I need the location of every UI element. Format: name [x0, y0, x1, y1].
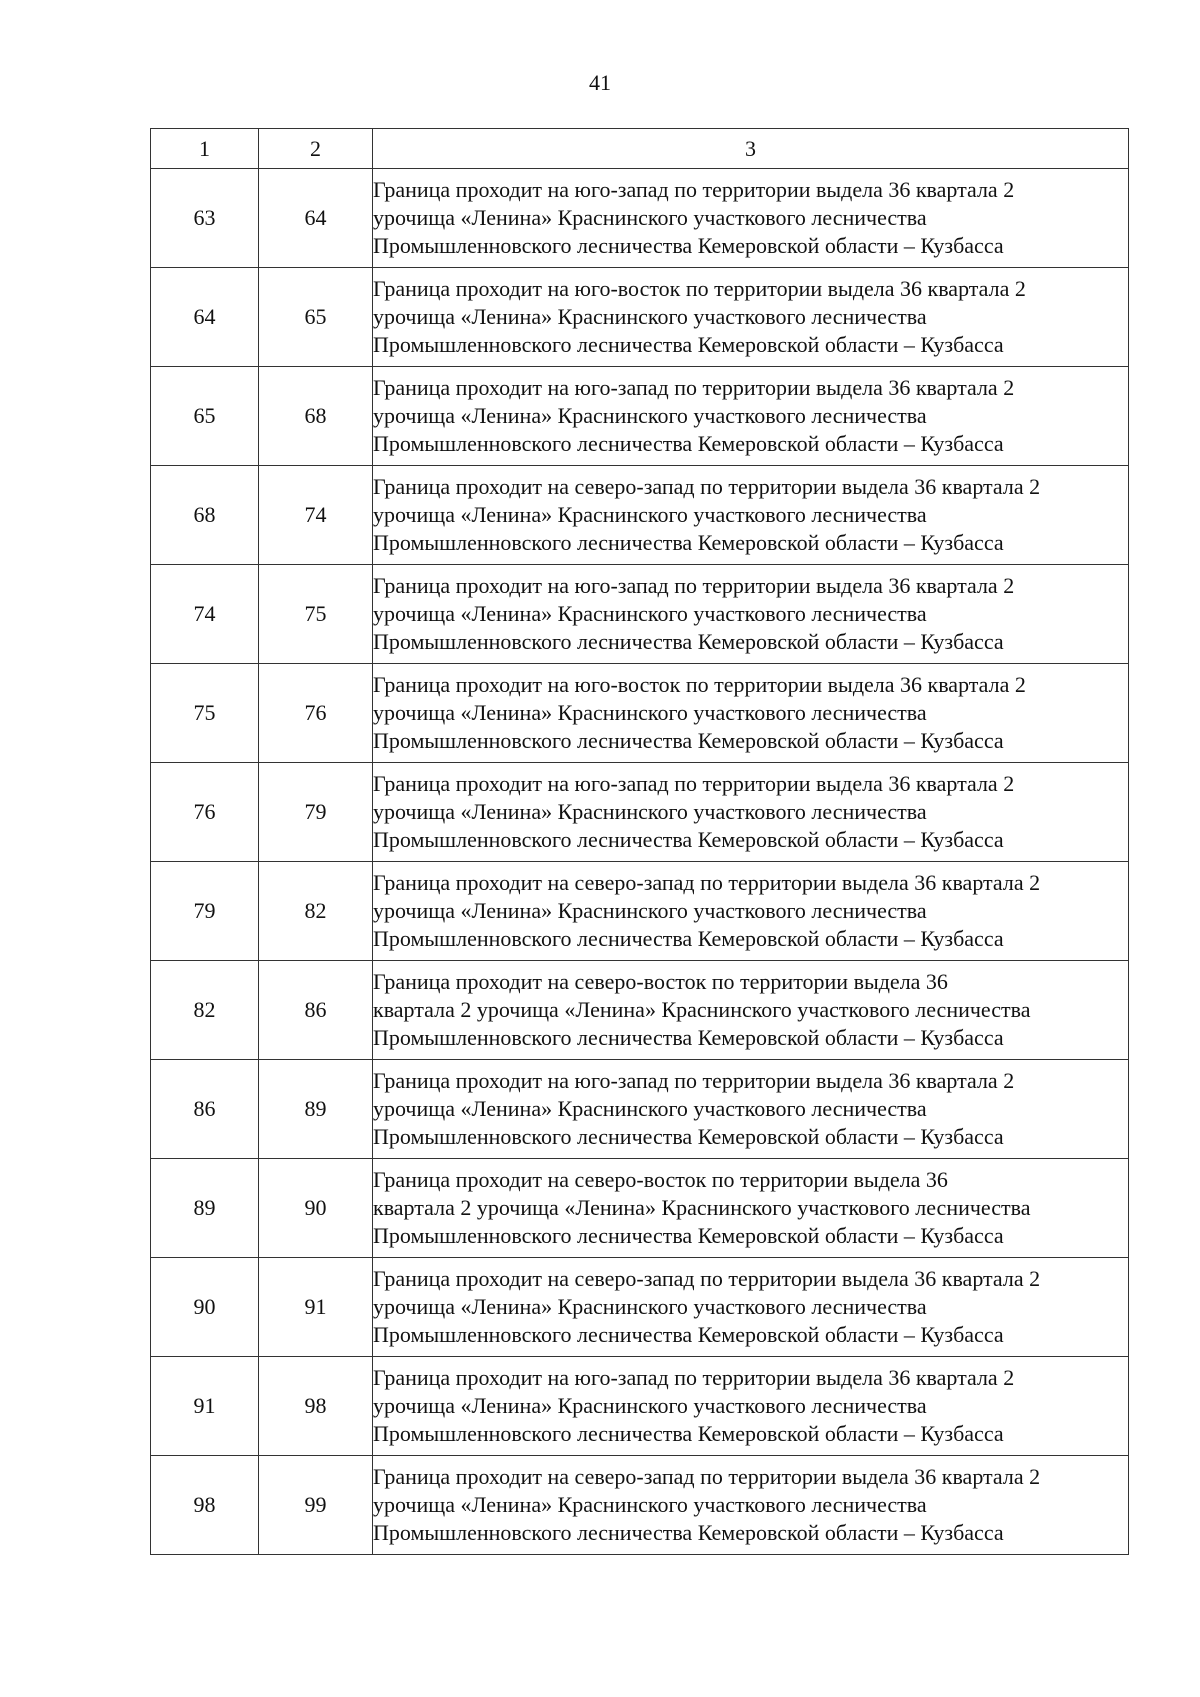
- from-point-cell: 79: [151, 862, 259, 961]
- table-row: [151, 466, 1129, 565]
- to-point-cell: 76: [259, 664, 373, 763]
- table-row: [151, 1060, 1129, 1159]
- to-point-cell: 91: [259, 1258, 373, 1357]
- boundary-description-cell: Граница проходит на северо-запад по территории выдела 36 квартала 2 урочища «Ленина» Краснинского участкового лесничества Промышленновского лесничества Кемеровской области – Кузбасса: [373, 466, 1129, 565]
- table-row: [151, 1357, 1129, 1456]
- table-row: [151, 763, 1129, 862]
- from-point-cell: 76: [151, 763, 259, 862]
- table-row: [151, 367, 1129, 466]
- from-point-cell: 63: [151, 169, 259, 268]
- page-number: 41: [589, 70, 611, 95]
- table-row: [151, 862, 1129, 961]
- to-point-cell: 75: [259, 565, 373, 664]
- to-point-cell: 86: [259, 961, 373, 1060]
- table-header-row: [151, 129, 1129, 169]
- to-point-cell: 74: [259, 466, 373, 565]
- boundary-description-cell: Граница проходит на северо-запад по территории выдела 36 квартала 2 урочища «Ленина» Краснинского участкового лесничества Промышленновского лесничества Кемеровской области – Кузбасса: [373, 862, 1129, 961]
- from-point-cell: 90: [151, 1258, 259, 1357]
- to-point-cell: 68: [259, 367, 373, 466]
- table-row: [151, 268, 1129, 367]
- boundary-description-cell: Граница проходит на юго-запад по территории выдела 36 квартала 2 урочища «Ленина» Краснинского участкового лесничества Промышленновского лесничества Кемеровской области – Кузбасса: [373, 1060, 1129, 1159]
- from-point-cell: 64: [151, 268, 259, 367]
- from-point-cell: 65: [151, 367, 259, 466]
- table-row: [151, 1258, 1129, 1357]
- from-point-cell: 82: [151, 961, 259, 1060]
- table-row: [151, 565, 1129, 664]
- table-row: [151, 1159, 1129, 1258]
- table-row: [151, 664, 1129, 763]
- from-point-cell: 68: [151, 466, 259, 565]
- table-row: [151, 961, 1129, 1060]
- table-row: [151, 1456, 1129, 1555]
- boundary-description-cell: Граница проходит на северо-запад по территории выдела 36 квартала 2 урочища «Ленина» Краснинского участкового лесничества Промышленновского лесничества Кемеровской области – Кузбасса: [373, 1258, 1129, 1357]
- boundary-description-cell: Граница проходит на северо-восток по территории выдела 36 квартала 2 урочища «Ленина» Краснинского участкового лесничества Промышленновского лесничества Кемеровской области – Кузбасса: [373, 961, 1129, 1060]
- boundary-description-cell: Граница проходит на юго-запад по территории выдела 36 квартала 2 урочища «Ленина» Краснинского участкового лесничества Промышленновского лесничества Кемеровской области – Кузбасса: [373, 565, 1129, 664]
- boundary-table: [150, 128, 1129, 1555]
- to-point-cell: 90: [259, 1159, 373, 1258]
- to-point-cell: 64: [259, 169, 373, 268]
- from-point-cell: 98: [151, 1456, 259, 1555]
- to-point-cell: 98: [259, 1357, 373, 1456]
- column-header-2: 2: [259, 129, 373, 169]
- boundary-description-cell: Граница проходит на юго-восток по территории выдела 36 квартала 2 урочища «Ленина» Краснинского участкового лесничества Промышленновского лесничества Кемеровской области – Кузбасса: [373, 268, 1129, 367]
- to-point-cell: 82: [259, 862, 373, 961]
- column-header-1: 1: [151, 129, 259, 169]
- boundary-description-cell: Граница проходит на северо-запад по территории выдела 36 квартала 2 урочища «Ленина» Краснинского участкового лесничества Промышленновского лесничества Кемеровской области – Кузбасса: [373, 1456, 1129, 1555]
- column-header-3: 3: [373, 129, 1129, 169]
- from-point-cell: 91: [151, 1357, 259, 1456]
- from-point-cell: 89: [151, 1159, 259, 1258]
- from-point-cell: 75: [151, 664, 259, 763]
- boundary-description-cell: Граница проходит на юго-запад по территории выдела 36 квартала 2 урочища «Ленина» Краснинского участкового лесничества Промышленновского лесничества Кемеровской области – Кузбасса: [373, 763, 1129, 862]
- from-point-cell: 74: [151, 565, 259, 664]
- boundary-description-cell: Граница проходит на юго-восток по территории выдела 36 квартала 2 урочища «Ленина» Краснинского участкового лесничества Промышленновского лесничества Кемеровской области – Кузбасса: [373, 664, 1129, 763]
- boundary-description-cell: Граница проходит на северо-восток по территории выдела 36 квартала 2 урочища «Ленина» Краснинского участкового лесничества Промышленновского лесничества Кемеровской области – Кузбасса: [373, 1159, 1129, 1258]
- to-point-cell: 65: [259, 268, 373, 367]
- boundary-description-cell: Граница проходит на юго-запад по территории выдела 36 квартала 2 урочища «Ленина» Краснинского участкового лесничества Промышленновского лесничества Кемеровской области – Кузбасса: [373, 1357, 1129, 1456]
- from-point-cell: 86: [151, 1060, 259, 1159]
- boundary-description-cell: Граница проходит на юго-запад по территории выдела 36 квартала 2 урочища «Ленина» Краснинского участкового лесничества Промышленновского лесничества Кемеровской области – Кузбасса: [373, 367, 1129, 466]
- boundary-description-cell: Граница проходит на юго-запад по территории выдела 36 квартала 2 урочища «Ленина» Краснинского участкового лесничества Промышленновского лесничества Кемеровской области – Кузбасса: [373, 169, 1129, 268]
- to-point-cell: 79: [259, 763, 373, 862]
- table-row: [151, 169, 1129, 268]
- to-point-cell: 99: [259, 1456, 373, 1555]
- to-point-cell: 89: [259, 1060, 373, 1159]
